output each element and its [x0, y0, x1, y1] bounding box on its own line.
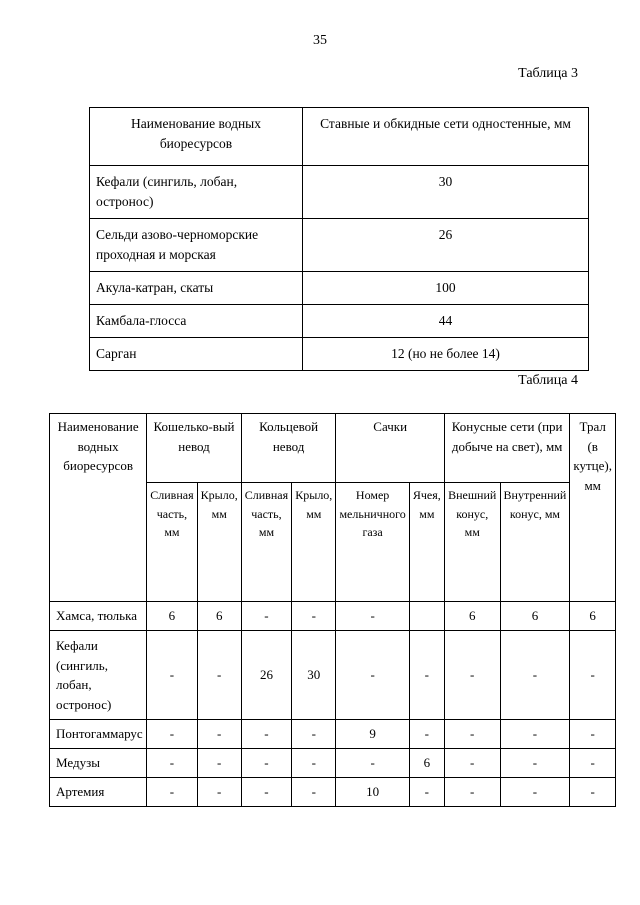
table4-cell — [409, 602, 444, 631]
table3-cell-value: 44 — [303, 305, 589, 338]
table4-cell: - — [500, 720, 570, 749]
table4-cell: - — [147, 631, 197, 720]
table4-cell: - — [147, 749, 197, 778]
table4-cell: - — [444, 749, 500, 778]
page-number: 35 — [313, 33, 327, 48]
table4-header-sachki: Сачки — [336, 414, 444, 483]
table4-cell: - — [292, 602, 336, 631]
table3-cell-name: Кефали (сингиль, лобан, остронос) — [90, 166, 303, 219]
table-row — [50, 749, 616, 778]
table3-caption: Таблица 3 — [518, 66, 578, 81]
table4-cell: - — [147, 778, 197, 807]
table4-cell: - — [241, 602, 291, 631]
table3-header-row — [90, 108, 589, 166]
table4-header-koltsevoy: Кольцевой невод — [241, 414, 336, 483]
table-row — [50, 720, 616, 749]
table4-cell: - — [409, 631, 444, 720]
table4 — [49, 413, 616, 807]
table4-cell: 30 — [292, 631, 336, 720]
table4-sub-kol-sliv: Сливная часть, мм — [241, 483, 291, 602]
table4-cell: 6 — [409, 749, 444, 778]
table4-sub-kon-vnutr: Внутренний конус, мм — [500, 483, 570, 602]
table4-sub-s-nomer: Номер мельничного газа — [336, 483, 409, 602]
table4-cell-name: Кефали (сингиль, лобан, остронос) — [50, 631, 147, 720]
table-row — [90, 305, 589, 338]
table3-cell-value: 26 — [303, 219, 589, 272]
table4-cell: - — [444, 778, 500, 807]
table3-cell-name: Камбала-глосса — [90, 305, 303, 338]
table-row — [50, 602, 616, 631]
table4-cell: - — [409, 720, 444, 749]
table3-cell-name: Акула-катран, скаты — [90, 272, 303, 305]
table4-sub-k-sliv: Сливная часть, мм — [147, 483, 197, 602]
table4-cell: - — [409, 778, 444, 807]
table4-cell-name: Медузы — [50, 749, 147, 778]
table4-cell: - — [241, 749, 291, 778]
table4-cell-name: Хамса, тюлька — [50, 602, 147, 631]
table4-header-konusnye: Конусные сети (при добыче на свет), мм — [444, 414, 569, 483]
table-row — [50, 778, 616, 807]
table4-cell: 6 — [197, 602, 241, 631]
table4-cell: - — [500, 749, 570, 778]
table4-caption: Таблица 4 — [518, 373, 578, 388]
table4-cell: - — [197, 749, 241, 778]
table-row — [50, 631, 616, 720]
table4-cell: - — [197, 720, 241, 749]
table4-cell: - — [292, 749, 336, 778]
table4-sub-k-krylo: Крыло, мм — [197, 483, 241, 602]
table4-cell: - — [444, 631, 500, 720]
table4-cell: - — [197, 631, 241, 720]
table4-cell: - — [570, 749, 616, 778]
table4-cell: - — [197, 778, 241, 807]
table4-cell: 26 — [241, 631, 291, 720]
table4-header-row — [50, 414, 616, 483]
table4-cell: - — [147, 720, 197, 749]
table4-cell: - — [292, 720, 336, 749]
table4-cell: - — [500, 778, 570, 807]
table4-cell: - — [570, 631, 616, 720]
table3-cell-value: 12 (но не более 14) — [303, 338, 589, 371]
table4-sub-kon-vnesh: Внешний конус, мм — [444, 483, 500, 602]
table4-sub-kol-krylo: Крыло, мм — [292, 483, 336, 602]
table3-cell-name: Сарган — [90, 338, 303, 371]
table3-cell-value: 30 — [303, 166, 589, 219]
table4-cell: - — [336, 631, 409, 720]
table3-cell-value: 100 — [303, 272, 589, 305]
table4-cell-name: Артемия — [50, 778, 147, 807]
table4-header-koshelkoviy: Кошелько-вый невод — [147, 414, 242, 483]
table4-cell: - — [570, 778, 616, 807]
table4-cell: 6 — [444, 602, 500, 631]
table4-cell: - — [336, 749, 409, 778]
table4-cell: 6 — [500, 602, 570, 631]
table4-sub-s-yacheya: Ячея, мм — [409, 483, 444, 602]
table4-cell: 9 — [336, 720, 409, 749]
table4-cell: - — [292, 778, 336, 807]
table-row — [90, 219, 589, 272]
table4-cell: 6 — [147, 602, 197, 631]
table4-header-tral: Трал (в кутце), мм — [570, 414, 616, 602]
table3-cell-name: Сельди азово-черноморские проходная и морская — [90, 219, 303, 272]
table4-cell: 10 — [336, 778, 409, 807]
table4-cell: - — [444, 720, 500, 749]
table4-header-name: Наименование водных биоресурсов — [50, 414, 147, 602]
table3-header-name: Наименование водных биоресурсов — [90, 108, 303, 166]
table4-cell: - — [570, 720, 616, 749]
table3-header-nets: Ставные и обкидные сети одностенные, мм — [303, 108, 589, 166]
table4-cell: - — [336, 602, 409, 631]
table4-cell: - — [241, 778, 291, 807]
table-row — [90, 338, 589, 371]
table4-cell-name: Понтогаммарус — [50, 720, 147, 749]
table4-cell: - — [241, 720, 291, 749]
table-row — [90, 272, 589, 305]
table3 — [89, 107, 589, 371]
table4-cell: 6 — [570, 602, 616, 631]
table4-cell: - — [500, 631, 570, 720]
table-row — [90, 166, 589, 219]
